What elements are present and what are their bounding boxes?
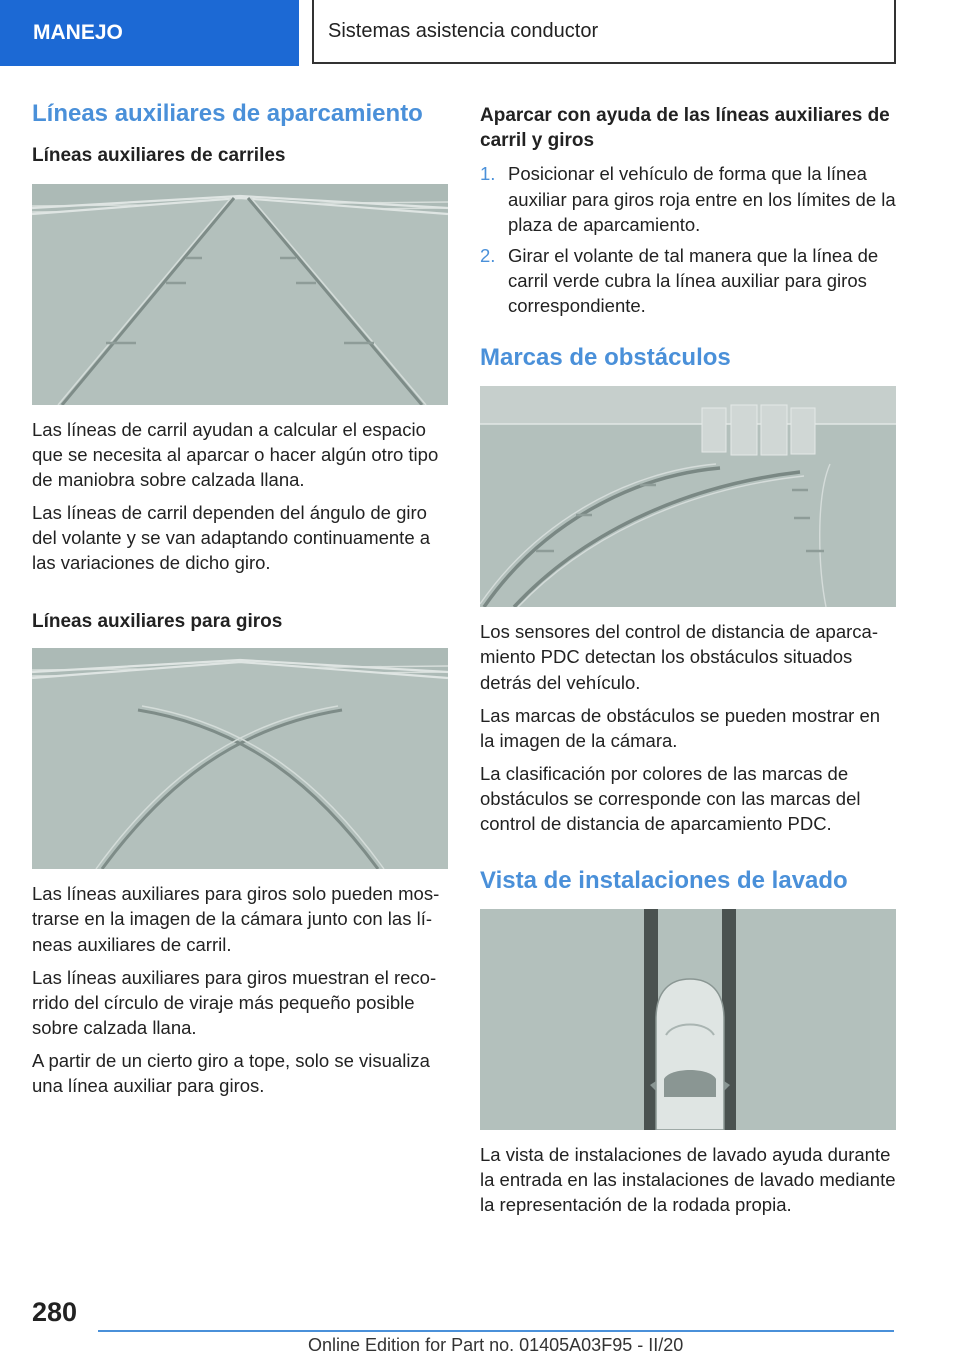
chapter-tab <box>0 0 299 66</box>
car-wash-illustration <box>480 909 896 1130</box>
obstacle-marks-title: Marcas de obstáculos <box>480 344 731 372</box>
turn-lines-paragraph-3: A partir de un cierto giro a tope, solo se visualiza una línea auxiliar para giros. <box>32 1050 430 1097</box>
footer-divider <box>98 1330 894 1332</box>
edition-note: Online Edition for Part no. 01405A03F95 - II/20 <box>308 1335 684 1355</box>
lane-lines-heading: Líneas auxiliares de carriles <box>32 145 286 166</box>
step-number: 2. <box>480 244 496 266</box>
list-item <box>480 161 896 236</box>
turn-lines-heading: Líneas auxiliares para giros <box>32 610 283 632</box>
right-column <box>480 104 896 1217</box>
turn-lines-paragraph-2: Las líneas auxiliares para giros muestran el recorrido del círculo de viraje más pequeño posible sobre calzada llana. <box>32 966 437 1039</box>
step-number: 1. <box>480 163 496 185</box>
page-number: 280 <box>32 1297 78 1327</box>
lane-lines-illustration <box>32 184 448 405</box>
obstacle-marks-paragraph-2: Las marcas de obstáculos se pueden mostrar en la imagen de la cámara. <box>480 704 881 751</box>
section-header <box>312 0 896 64</box>
car-wash-view-title: Vista de instalaciones de lavado <box>480 866 848 894</box>
step-text: Posicionar el vehículo de forma que la línea auxiliar para giros roja entre en los límites de la plaza de aparcamiento. <box>508 163 896 235</box>
lane-lines-paragraph-2: Las líneas de carril dependen del ángulo de giro del volante y se van adaptando continuamente a las variaciones de dicho giro. <box>32 502 431 574</box>
turn-lines-paragraph-1: Las líneas auxiliares para giros solo pueden mostrarse en la imagen de la cámara junto con las líneas auxiliares de carril. <box>32 883 440 955</box>
turn-lines-illustration <box>32 648 448 869</box>
car-icon <box>650 979 730 1130</box>
parking-lines-title: Líneas auxiliares de aparcamiento <box>32 100 423 127</box>
car-wash-paragraph-1: La vista de instalaciones de lavado ayuda durante la entrada en las instalaciones de lavado mediante la representación de la rodada propia. <box>480 1143 896 1215</box>
obstacle-marks-paragraph-3: La clasificación por colores de las marcas de obstáculos se corresponde con las marcas del control de distancia de aparcamiento PDC. <box>480 763 861 835</box>
parking-steps-list <box>480 161 896 318</box>
obstacle-marks-paragraph-1: Los sensores del control de distancia de aparcamiento PDC detectan los obstáculos situados detrás del vehículo. <box>480 621 878 693</box>
step-text: Girar el volante de tal manera que la línea de carril verde cubra la línea auxiliar para giros correspondiente. <box>508 244 879 317</box>
parking-with-lines-heading: Aparcar con ayuda de las líneas auxiliares de carril y giros <box>480 105 890 151</box>
obstacle-marks-illustration <box>480 386 896 607</box>
lane-lines-paragraph-1: Las líneas de carril ayudan a calcular el espacio que se necesita al aparcar o hacer algún otro tipo de maniobra sobre calzada llana. <box>32 418 439 490</box>
chapter-label: MANEJO <box>33 21 123 44</box>
section-label: Sistemas asistencia conductor <box>328 19 599 42</box>
left-column <box>32 100 448 1099</box>
list-item <box>480 243 896 318</box>
